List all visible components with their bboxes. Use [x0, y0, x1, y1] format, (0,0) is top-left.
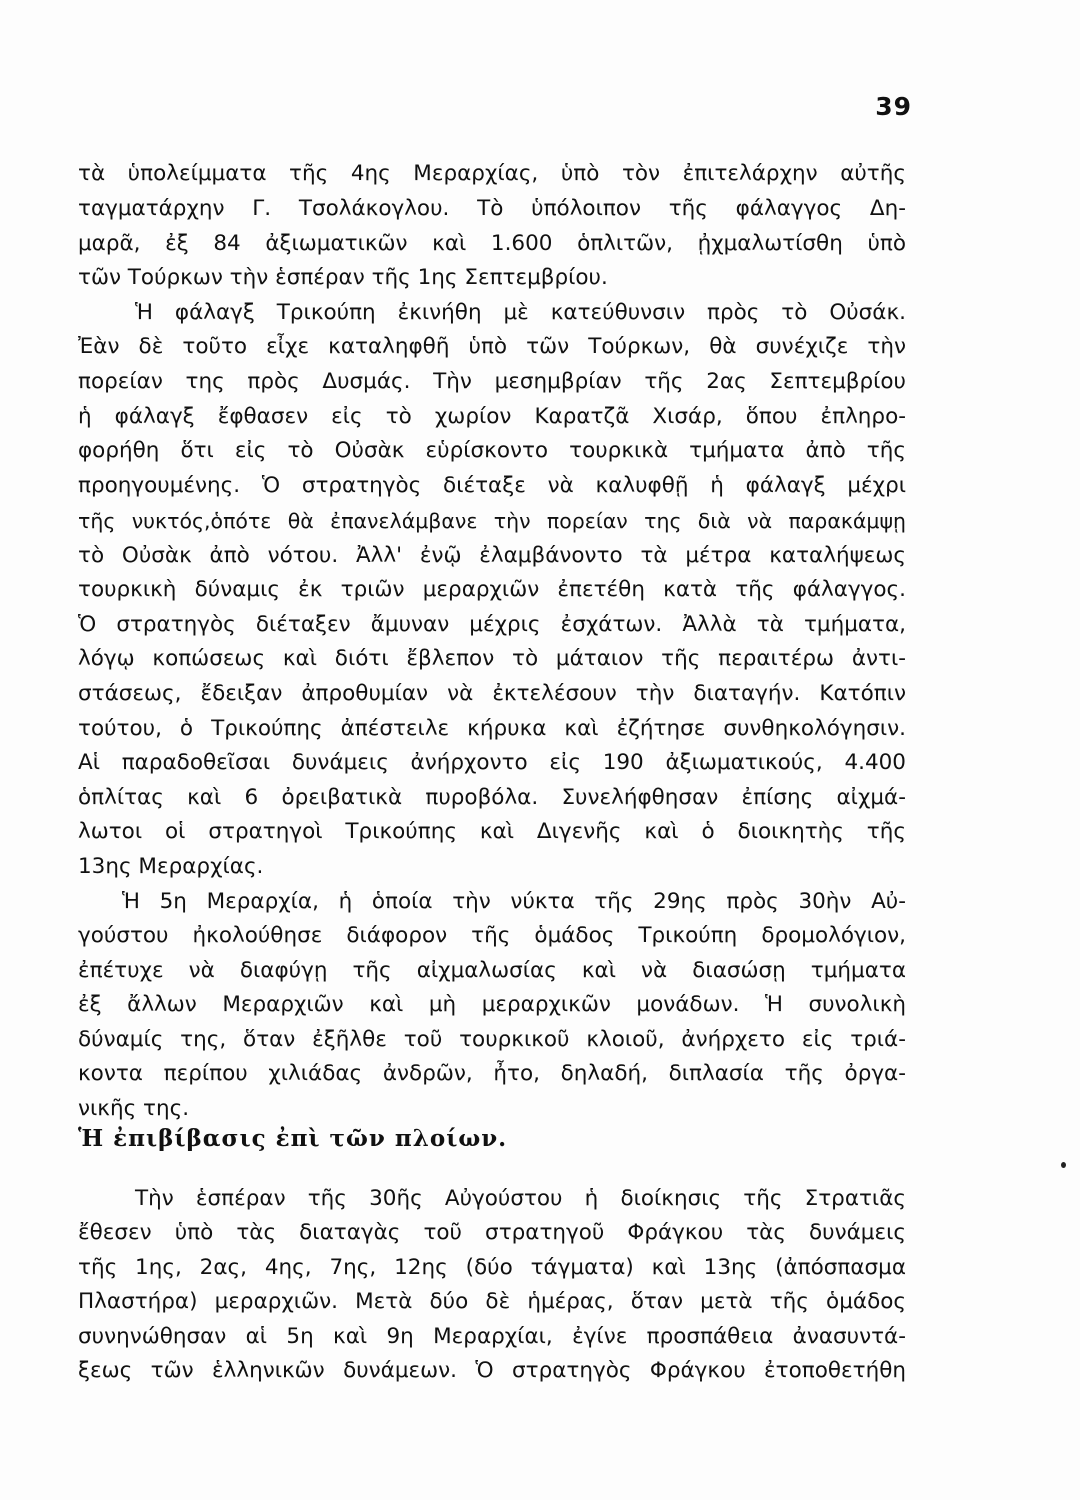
text-line: τὸ Οὐσὰκ ἀπὸ νότου. Ἀλλ' ἐνῷ ἐλαμβάνοντο τὰ μέτρα καταλήψεως: [78, 543, 906, 568]
text-line: τῆς νυκτός,ὁπότε θὰ ἐπανελάμβανε τὴν πορείαν της διὰ νὰ παρακάμψῃ: [78, 509, 906, 533]
text-line: Πλαστήρα) μεραρχιῶν. Μετὰ δύο δὲ ἡμέρας, ὅταν μετὰ τῆς ὁμάδος: [78, 1289, 906, 1314]
text-line: Αἱ παραδοθεῖσαι δυνάμεις ἀνήρχοντο εἰς 190 ἀξιωματικούς, 4.400: [78, 750, 906, 775]
text-line: φορήθη ὅτι εἰς τὸ Οὐσὰκ εὑρίσκοντο τουρκικὰ τμήματα ἀπὸ τῆς: [78, 438, 906, 463]
text-line: λόγῳ κοπώσεως καὶ διότι ἔβλεπον τὸ μάταιον τῆς περαιτέρω ἀντι-: [78, 646, 906, 671]
section-heading: Ἡ ἐπιβίβασις ἐπὶ τῶν πλοίων.: [78, 1125, 508, 1152]
text-line: ταγματάρχην Γ. Τσολάκογλου. Τὸ ὑπόλοιπον τῆς φάλαγγος Δη-: [78, 196, 906, 221]
text-line: Ὁ στρατηγὸς διέταξεν ἄμυναν μέχρις ἐσχάτων. Ἀλλὰ τὰ τμήματα,: [78, 612, 906, 637]
text-line: Ἐὰν δὲ τοῦτο εἶχε καταληφθῆ ὑπὸ τῶν Τούρκων, θὰ συνέχιζε τὴν: [78, 334, 906, 359]
text-line: πορείαν της πρὸς Δυσμάς. Τὴν μεσημβρίαν τῆς 2ας Σεπτεμβρίου: [78, 369, 906, 394]
text-line: δύναμίς της, ὅταν ἐξῆλθε τοῦ τουρκικοῦ κλοιοῦ, ἀνήρχετο εἰς τριά-: [78, 1027, 906, 1052]
text-line: ἡ φάλαγξ ἔφθασεν εἰς τὸ χωρίον Καρατζᾶ Χισάρ, ὅπου ἐπληρο-: [78, 404, 906, 429]
text-line: 13ης Μεραρχίας.: [78, 854, 264, 879]
text-line: κοντα περίπου χιλιάδας ἀνδρῶν, ἦτο, δηλαδή, διπλασία τῆς ὀργα-: [78, 1061, 906, 1086]
ink-speck: [1061, 1162, 1066, 1168]
text-line: τούτου, ὁ Τρικούπης ἀπέστειλε κήρυκα καὶ ἐζήτησε συνθηκολόγησιν.: [78, 716, 906, 741]
text-line: τῆς 1ης, 2ας, 4ης, 7ης, 12ης (δύο τάγματα) καὶ 13ης (ἀπόσπασμα: [78, 1255, 906, 1280]
text-line: Τὴν ἑσπέραν τῆς 30ῆς Αὐγούστου ἡ διοίκησις τῆς Στρατιᾶς: [135, 1186, 906, 1211]
text-line: ἔθεσεν ὑπὸ τὰς διαταγὰς τοῦ στρατηγοῦ Φράγκου τὰς δυνάμεις: [78, 1220, 906, 1245]
text-line: νικῆς της.: [78, 1096, 190, 1121]
page-number: 39: [875, 92, 912, 121]
text-line: προηγουμένης. Ὁ στρατηγὸς διέταξε νὰ καλυφθῇ ἡ φάλαγξ μέχρι: [78, 473, 906, 498]
text-line: ξεως τῶν ἑλληνικῶν δυνάμεων. Ὁ στρατηγὸς Φράγκου ἐτοποθετήθη: [78, 1358, 906, 1383]
text-line: ἐξ ἄλλων Μεραρχιῶν καὶ μὴ μεραρχικῶν μονάδων. Ἡ συνολικὴ: [78, 992, 906, 1017]
text-line: στάσεως, ἔδειξαν ἀπροθυμίαν νὰ ἐκτελέσουν τὴν διαταγήν. Κατόπιν: [78, 681, 906, 706]
text-line: Ἡ 5η Μεραρχία, ἡ ὁποία τὴν νύκτα τῆς 29ης πρὸς 30ὴν Αὐ-: [122, 889, 906, 914]
text-line: γούστου ἠκολούθησε διάφορον τῆς ὁμάδος Τρικούπη δρομολόγιον,: [78, 923, 906, 948]
text-line: μαρᾶ, ἐξ 84 ἀξιωματικῶν καὶ 1.600 ὁπλιτῶν, ᾐχμαλωτίσθη ὑπὸ: [78, 231, 906, 256]
text-line: Ἡ φάλαγξ Τρικούπη ἐκινήθη μὲ κατεύθυνσιν πρὸς τὸ Οὐσάκ.: [135, 300, 906, 325]
text-line: λωτοι οἱ στρατηγοὶ Τρικούπης καὶ Διγενῆς καὶ ὁ διοικητὴς τῆς: [78, 819, 906, 844]
text-line: ὁπλίτας καὶ 6 ὀρειβατικὰ πυροβόλα. Συνελήφθησαν ἐπίσης αἰχμά-: [78, 785, 906, 810]
text-line: τουρκικὴ δύναμις ἐκ τριῶν μεραρχιῶν ἐπετέθη κατὰ τῆς φάλαγγος.: [78, 577, 906, 602]
text-line: τῶν Τούρκων τὴν ἑσπέραν τῆς 1ης Σεπτεμβρίου.: [78, 265, 608, 290]
text-line: συνηνώθησαν αἱ 5η καὶ 9η Μεραρχίαι, ἐγίνε προσπάθεια ἀνασυντά-: [78, 1324, 906, 1349]
text-line: τὰ ὑπολείμματα τῆς 4ης Μεραρχίας, ὑπὸ τὸν ἐπιτελάρχην αὐτῆς: [78, 161, 906, 186]
text-line: ἐπέτυχε νὰ διαφύγῃ τῆς αἰχμαλωσίας καὶ νὰ διασώσῃ τμήματα: [78, 958, 906, 983]
